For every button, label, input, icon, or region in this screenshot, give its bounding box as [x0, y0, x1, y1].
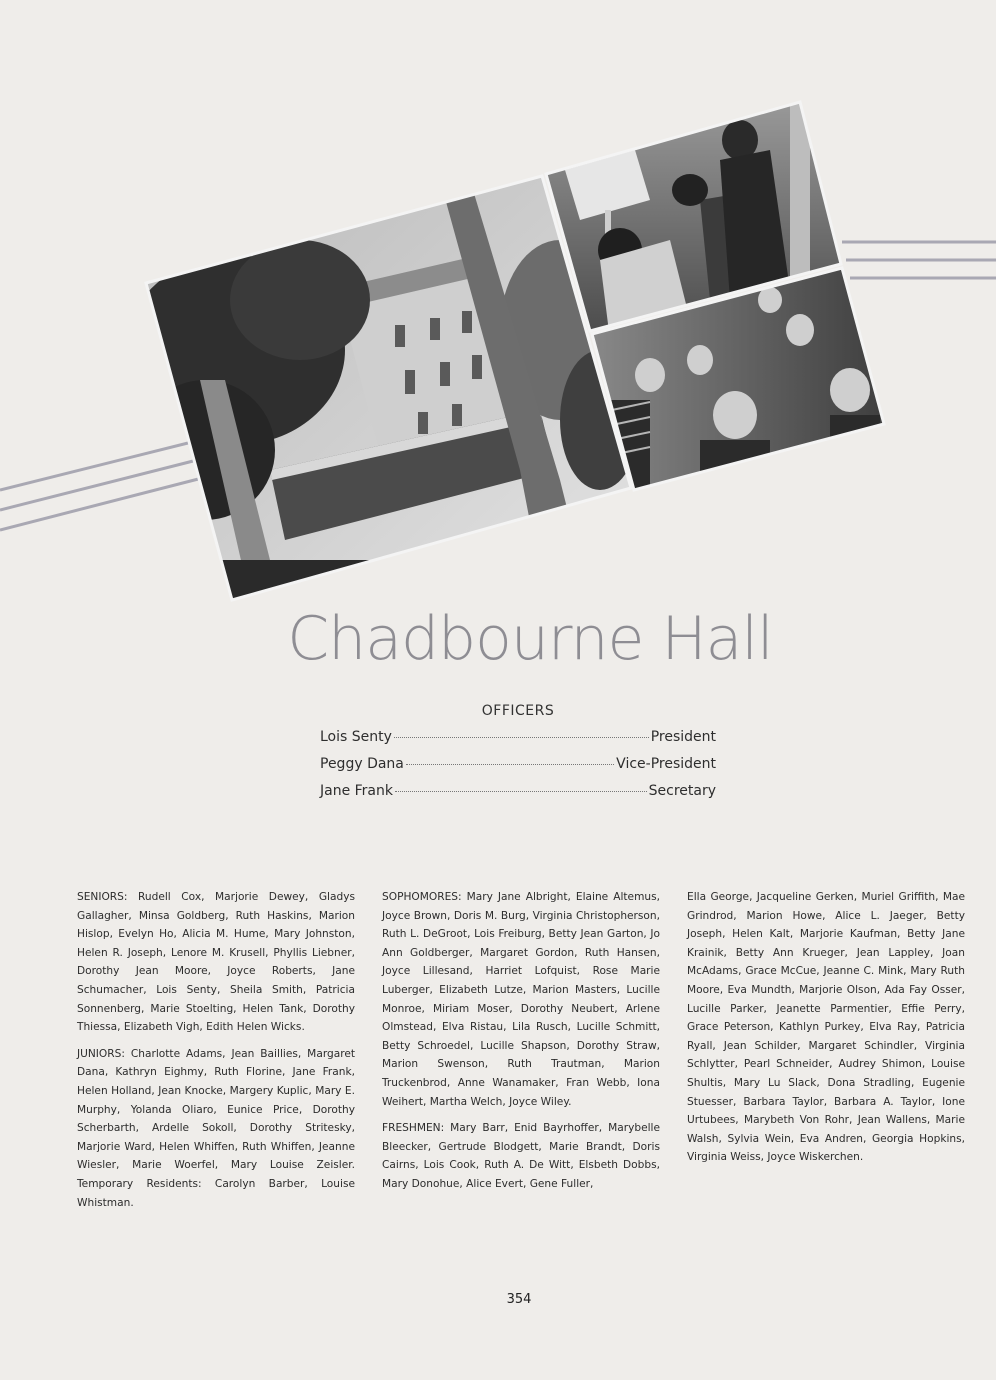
officer-role: Secretary	[648, 783, 716, 799]
decorative-lines-right	[842, 242, 996, 278]
roster-column-1	[77, 888, 355, 1220]
officer-role: Vice-President	[616, 756, 716, 772]
roster-column-2	[382, 888, 660, 1202]
officer-row	[320, 783, 716, 810]
officer-name: Jane Frank	[320, 783, 393, 799]
freshmen-list: FRESHMEN: Mary Barr, Enid Bayrhoffer, Marybelle Bleecker, Gertrude Blodgett, Marie Brandt, Doris Cairns, Lois Cook, Ruth A. De Witt, Elsbeth Dobbs, Mary Donohue, Alice Evert, Gene Fuller,	[382, 1122, 660, 1190]
dot-leader	[395, 791, 647, 792]
decorative-lines-left	[0, 440, 210, 530]
officers-heading: OFFICERS	[481, 703, 555, 719]
juniors-list: JUNIORS: Charlotte Adams, Jean Baillies, Margaret Dana, Kathryn Eighmy, Ruth Florine, Jane Frank, Helen Holland, Jean Knocke, Margery Kuplic, Mary E. Murphy, Yolanda Oliaro, Eunice Price, Dorothy Scherbarth, Ardelle Sokoll, Dorothy Stritesky, Marjorie Ward, Helen Whiffen, Ruth Whiffen, Jeanne Wiesler, Marie Woerfel, Mary Louise Zeisler. Temporary Residents: Carolyn Barber, Louise Whistman.	[77, 1047, 355, 1209]
page-number: 354	[506, 1292, 532, 1307]
freshmen-list-continued: Ella George, Jacqueline Gerken, Muriel Griffith, Mae Grindrod, Marion Howe, Alice L. Jaeger, Betty Joseph, Helen Kalt, Marjorie Kaufman, Betty Jane Krainik, Betty Ann Krueger, Jean Lappley, Joan McAdams, Grace McCue, Jeanne C. Mink, Mary Ruth Moore, Eva Mundth, Marjorie Olson, Ada Fay Osser, Lucille Parker, Jeanette Parmentier, Effie Perry, Grace Peterson, Kathlyn Purkey, Elva Ray, Patricia Ryall, Jean Schilder, Margaret Schindler, Virginia Schlytter, Pearl Schneider, Audrey Shimon, Louise Shultis, Mary Lu Slack, Dona Stradling, Eugenie Stuesser, Barbara Taylor, Barbara A. Taylor, Ione Urtubees, Marybeth Von Rohr, Jean Wallens, Marie Walsh, Sylvia Wein, Eva Andren, Georgia Hopkins, Virginia Weiss, Joyce Wiskerchen.	[687, 891, 965, 1164]
officer-name: Lois Senty	[320, 729, 392, 745]
officer-row	[320, 756, 716, 783]
seniors-list: SENIORS: Rudell Cox, Marjorie Dewey, Gladys Gallagher, Minsa Goldberg, Ruth Haskins, Marion Hislop, Evelyn Ho, Alicia M. Hume, Mary Johnston, Helen R. Joseph, Lenore M. Krusell, Phyllis Liebner, Dorothy Jean Moore, Joyce Roberts, Jane Schumacher, Lois Senty, Sheila Smith, Patricia Sonnenberg, Marie Stoelting, Helen Tank, Dorothy Thiessa, Elizabeth Vigh, Edith Helen Wicks.	[77, 891, 355, 1034]
officer-row	[320, 729, 716, 756]
sophomores-list: SOPHOMORES: Mary Jane Albright, Elaine Altemus, Joyce Brown, Doris M. Burg, Virginia Christopherson, Ruth L. DeGroot, Lois Freiburg, Betty Jean Garton, Jo Ann Goldberger, Margaret Gordon, Ruth Hansen, Joyce Lillesand, Harriet Lofquist, Rose Marie Luberger, Elizabeth Lutze, Marion Masters, Lucille Monroe, Miriam Moser, Dorothy Neubert, Arlene Olmstead, Elva Ristau, Lila Rusch, Lucille Schmitt, Betty Schroedel, Lucille Shapson, Dorothy Straw, Marion Swenson, Ruth Trautman, Marion Truckenbrod, Anne Wanamaker, Fran Webb, Iona Weihert, Martha Welch, Joyce Wiley.	[382, 891, 660, 1108]
dot-leader	[394, 737, 649, 738]
hall-title: Chadbourne Hall	[287, 604, 773, 674]
dot-leader	[406, 764, 614, 765]
officers-list	[320, 729, 716, 810]
roster-column-3	[687, 888, 965, 1175]
officer-name: Peggy Dana	[320, 756, 404, 772]
officer-role: President	[650, 729, 716, 745]
